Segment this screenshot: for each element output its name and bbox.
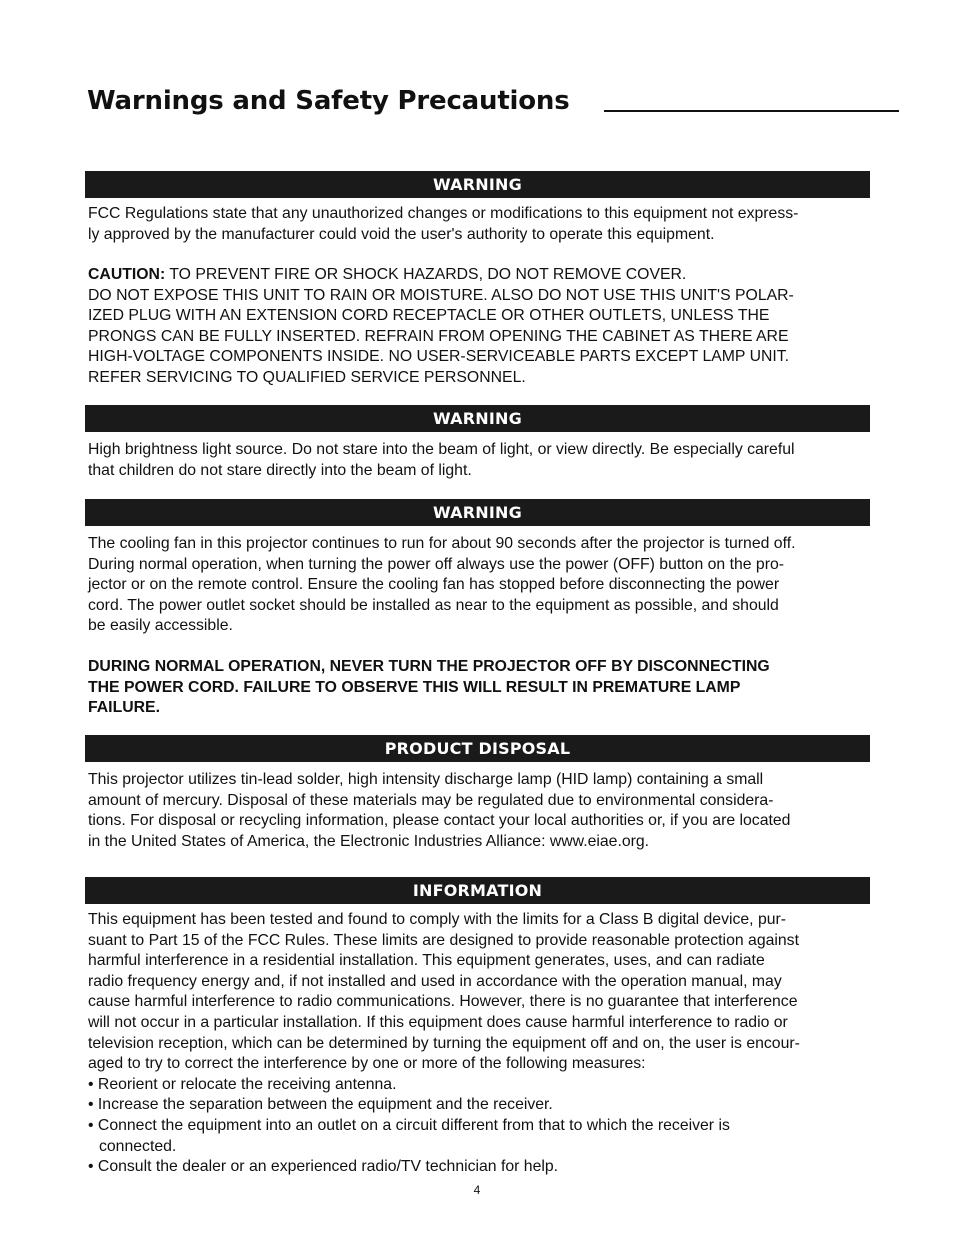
text-line: HIGH-VOLTAGE COMPONENTS INSIDE. NO USER-SERVICEABLE PARTS EXCEPT LAMP UNIT. [88,348,790,366]
text-line: This equipment has been tested and found to comply with the limits for a Class B digital device, pur- [88,911,787,928]
text-line: be easily accessible. [88,617,233,635]
fcc-regulations-text [88,204,878,245]
product-disposal-text [88,770,878,852]
page-number: 4 [473,1183,481,1197]
text-line: that children do not stare directly into the beam of light. [88,461,472,479]
text-line: in the United States of America, the Electronic Industries Alliance: www.eiae.org. [88,832,650,850]
text-line: amount of mercury. Disposal of these materials may be regulated due to environmental considera- [88,791,774,809]
text-line: tions. For disposal or recycling information, please contact your local authorities or, if you are located [88,812,791,830]
warning-heading-3: WARNING [85,499,870,526]
power-cord-warning-text [88,657,878,719]
text-line: FCC Regulations state that any unauthorized changes or modifications to this equipment not express- [88,205,799,222]
text-line: jector or on the remote control. Ensure the cooling fan has stopped before disconnecting the power [88,576,780,594]
information-text [88,910,878,1178]
cooling-fan-warning-text [88,534,878,637]
text-line: DURING NORMAL OPERATION, NEVER TURN THE PROJECTOR OFF BY DISCONNECTING [88,658,770,675]
text-line: radio frequency energy and, if not installed and used in accordance with the operation manual, may [88,972,782,990]
text-line: harmful interference in a residential installation. This equipment generates, uses, and can radiate [88,952,765,970]
caution-first-line: TO PREVENT FIRE OR SHOCK HAZARDS, DO NOT REMOVE COVER. [165,266,687,283]
text-line: During normal operation, when turning the power off always use the power (OFF) button on the pro- [88,555,785,573]
text-line: ly approved by the manufacturer could void the user's authority to operate this equipment. [88,225,715,243]
text-line [88,265,878,286]
text-line: FAILURE. [88,699,160,717]
light-source-warning-text [88,440,878,481]
text-line: will not occur in a particular installation. If this equipment does cause harmful interference to radio or [88,1013,788,1031]
text-line: High brightness light source. Do not stare into the beam of light, or view directly. Be especially careful [88,441,795,458]
text-line: suant to Part 15 of the FCC Rules. These limits are designed to provide reasonable protection against [88,931,799,949]
text-line: cord. The power outlet socket should be installed as near to the equipment as possible, and should [88,596,779,614]
bullet-item: • Consult the dealer or an experienced radio/TV technician for help. [88,1158,559,1176]
text-line: THE POWER CORD. FAILURE TO OBSERVE THIS WILL RESULT IN PREMATURE LAMP [88,678,741,696]
text-line: REFER SERVICING TO QUALIFIED SERVICE PERSONNEL. [88,368,526,386]
text-line: PRONGS CAN BE FULLY INSERTED. REFRAIN FROM OPENING THE CABINET AS THERE ARE [88,327,789,345]
page-header [87,86,899,120]
warning-heading-1: WARNING [85,171,870,198]
bullet-item: • Reorient or relocate the receiving antenna. [88,1075,397,1093]
text-line: DO NOT EXPOSE THIS UNIT TO RAIN OR MOISTURE. ALSO DO NOT USE THIS UNIT'S POLAR- [88,286,794,304]
warning-heading-2: WARNING [85,405,870,432]
text-line: cause harmful interference to radio communications. However, there is no guarantee that interference [88,993,798,1011]
text-line: television reception, which can be determined by turning the equipment off and on, the user is encour- [88,1034,800,1052]
information-heading: INFORMATION [85,877,870,904]
product-disposal-heading: PRODUCT DISPOSAL [85,735,870,762]
page-title: Warnings and Safety Precautions [87,86,570,116]
caution-text [88,265,878,389]
text-line: This projector utilizes tin-lead solder, high intensity discharge lamp (HID lamp) containing a small [88,771,764,788]
bullet-item: • Increase the separation between the equipment and the receiver. [88,1096,553,1114]
bullet-item-continuation: connected. [99,1137,177,1155]
caution-label: CAUTION: [88,266,166,283]
text-line: aged to try to correct the interference by one or more of the following measures: [88,1055,646,1073]
title-rule [604,110,899,112]
text-line: The cooling fan in this projector continues to run for about 90 seconds after the projector is turned off. [88,535,796,552]
bullet-item: • Connect the equipment into an outlet on a circuit different from that to which the receiver is [88,1116,730,1134]
text-line: IZED PLUG WITH AN EXTENSION CORD RECEPTACLE OR OTHER OUTLETS, UNLESS THE [88,307,770,325]
